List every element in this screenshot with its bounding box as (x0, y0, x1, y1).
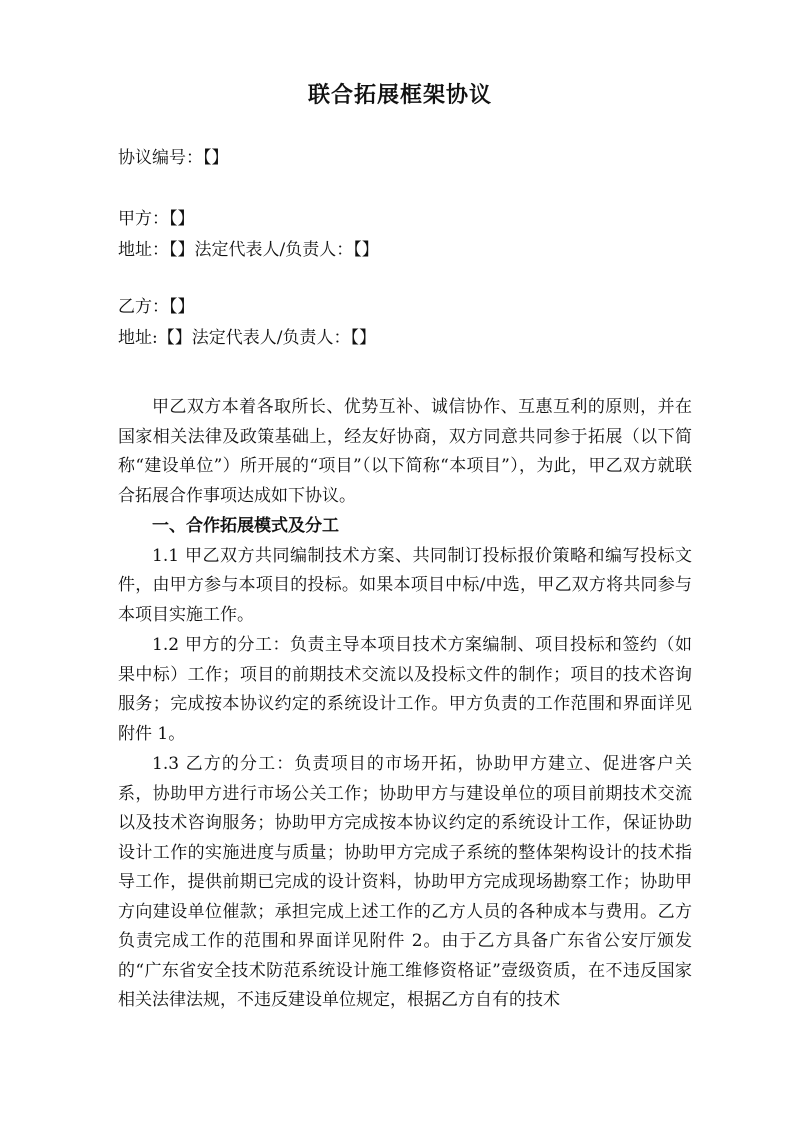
clause-1-1: 1.1 甲乙双方共同编制技术方案、共同制订投标报价策略和编写投标文件，由甲方参与本项目的投标。如果本项目中标/中选，甲乙双方将共同参与本项目实施工作。 (118, 545, 692, 625)
section-heading: 一、合作拓展模式及分工 (152, 516, 339, 536)
agreement-body (118, 393, 692, 1017)
preamble-paragraph: 甲乙双方本着各取所长、优势互补、诚信协作、互惠互利的原则，并在国家相关法律及政策基础上，经友好协商，双方同意共同参于拓展（以下简称“建设单位”）所开展的“项目”（以下简称“本项目”），为此，甲乙双方就联合拓展合作事项达成如下协议。 (118, 397, 692, 506)
clause-1-3: 1.3 乙方的分工：负责项目的市场开拓，协助甲方建立、促进客户关系，协助甲方进行市场公关工作；协助甲方与建设单位的项目前期技术交流以及技术咨询服务；协助甲方完成按本协议约定的系统设计工作，保证协助设计工作的实施进度与质量；协助甲方完成子系统的整体架构设计的技术指导工作，提供前期已完成的设计资料，协助甲方完成现场勘察工作；协助甲方向建设单位催款；承担完成上述工作的乙方人员的各种成本与费用。乙方负责完成工作的范围和界面详见附件 2。由于乙方具备广东省公安厅颁发的“广东省安全技术防范系统设计施工维修资格证”壹级资质，在不违反国家相关法律法规，不违反建设单位规定，根据乙方自有的技术 (118, 754, 692, 1010)
party-a: 甲方：【】 (118, 209, 195, 229)
clause-1-2: 1.2 甲方的分工：负责主导本项目技术方案编制、项目投标和签约（如果中标）工作；项目的前期技术交流以及投标文件的制作；项目的技术咨询服务；完成按本协议约定的系统设计工作。甲方负责的工作范围和界面详见附件 1。 (118, 635, 692, 744)
party-b: 乙方：【】 (118, 297, 195, 317)
document-title: 联合拓展框架协议 (307, 82, 492, 108)
agreement-number: 协议编号：【】 (118, 148, 229, 168)
party-a-address: 地址：【】法定代表人/负责人：【】 (118, 240, 379, 260)
party-b-address: 地址:【】法定代表人/负责人：【】 (118, 328, 376, 348)
